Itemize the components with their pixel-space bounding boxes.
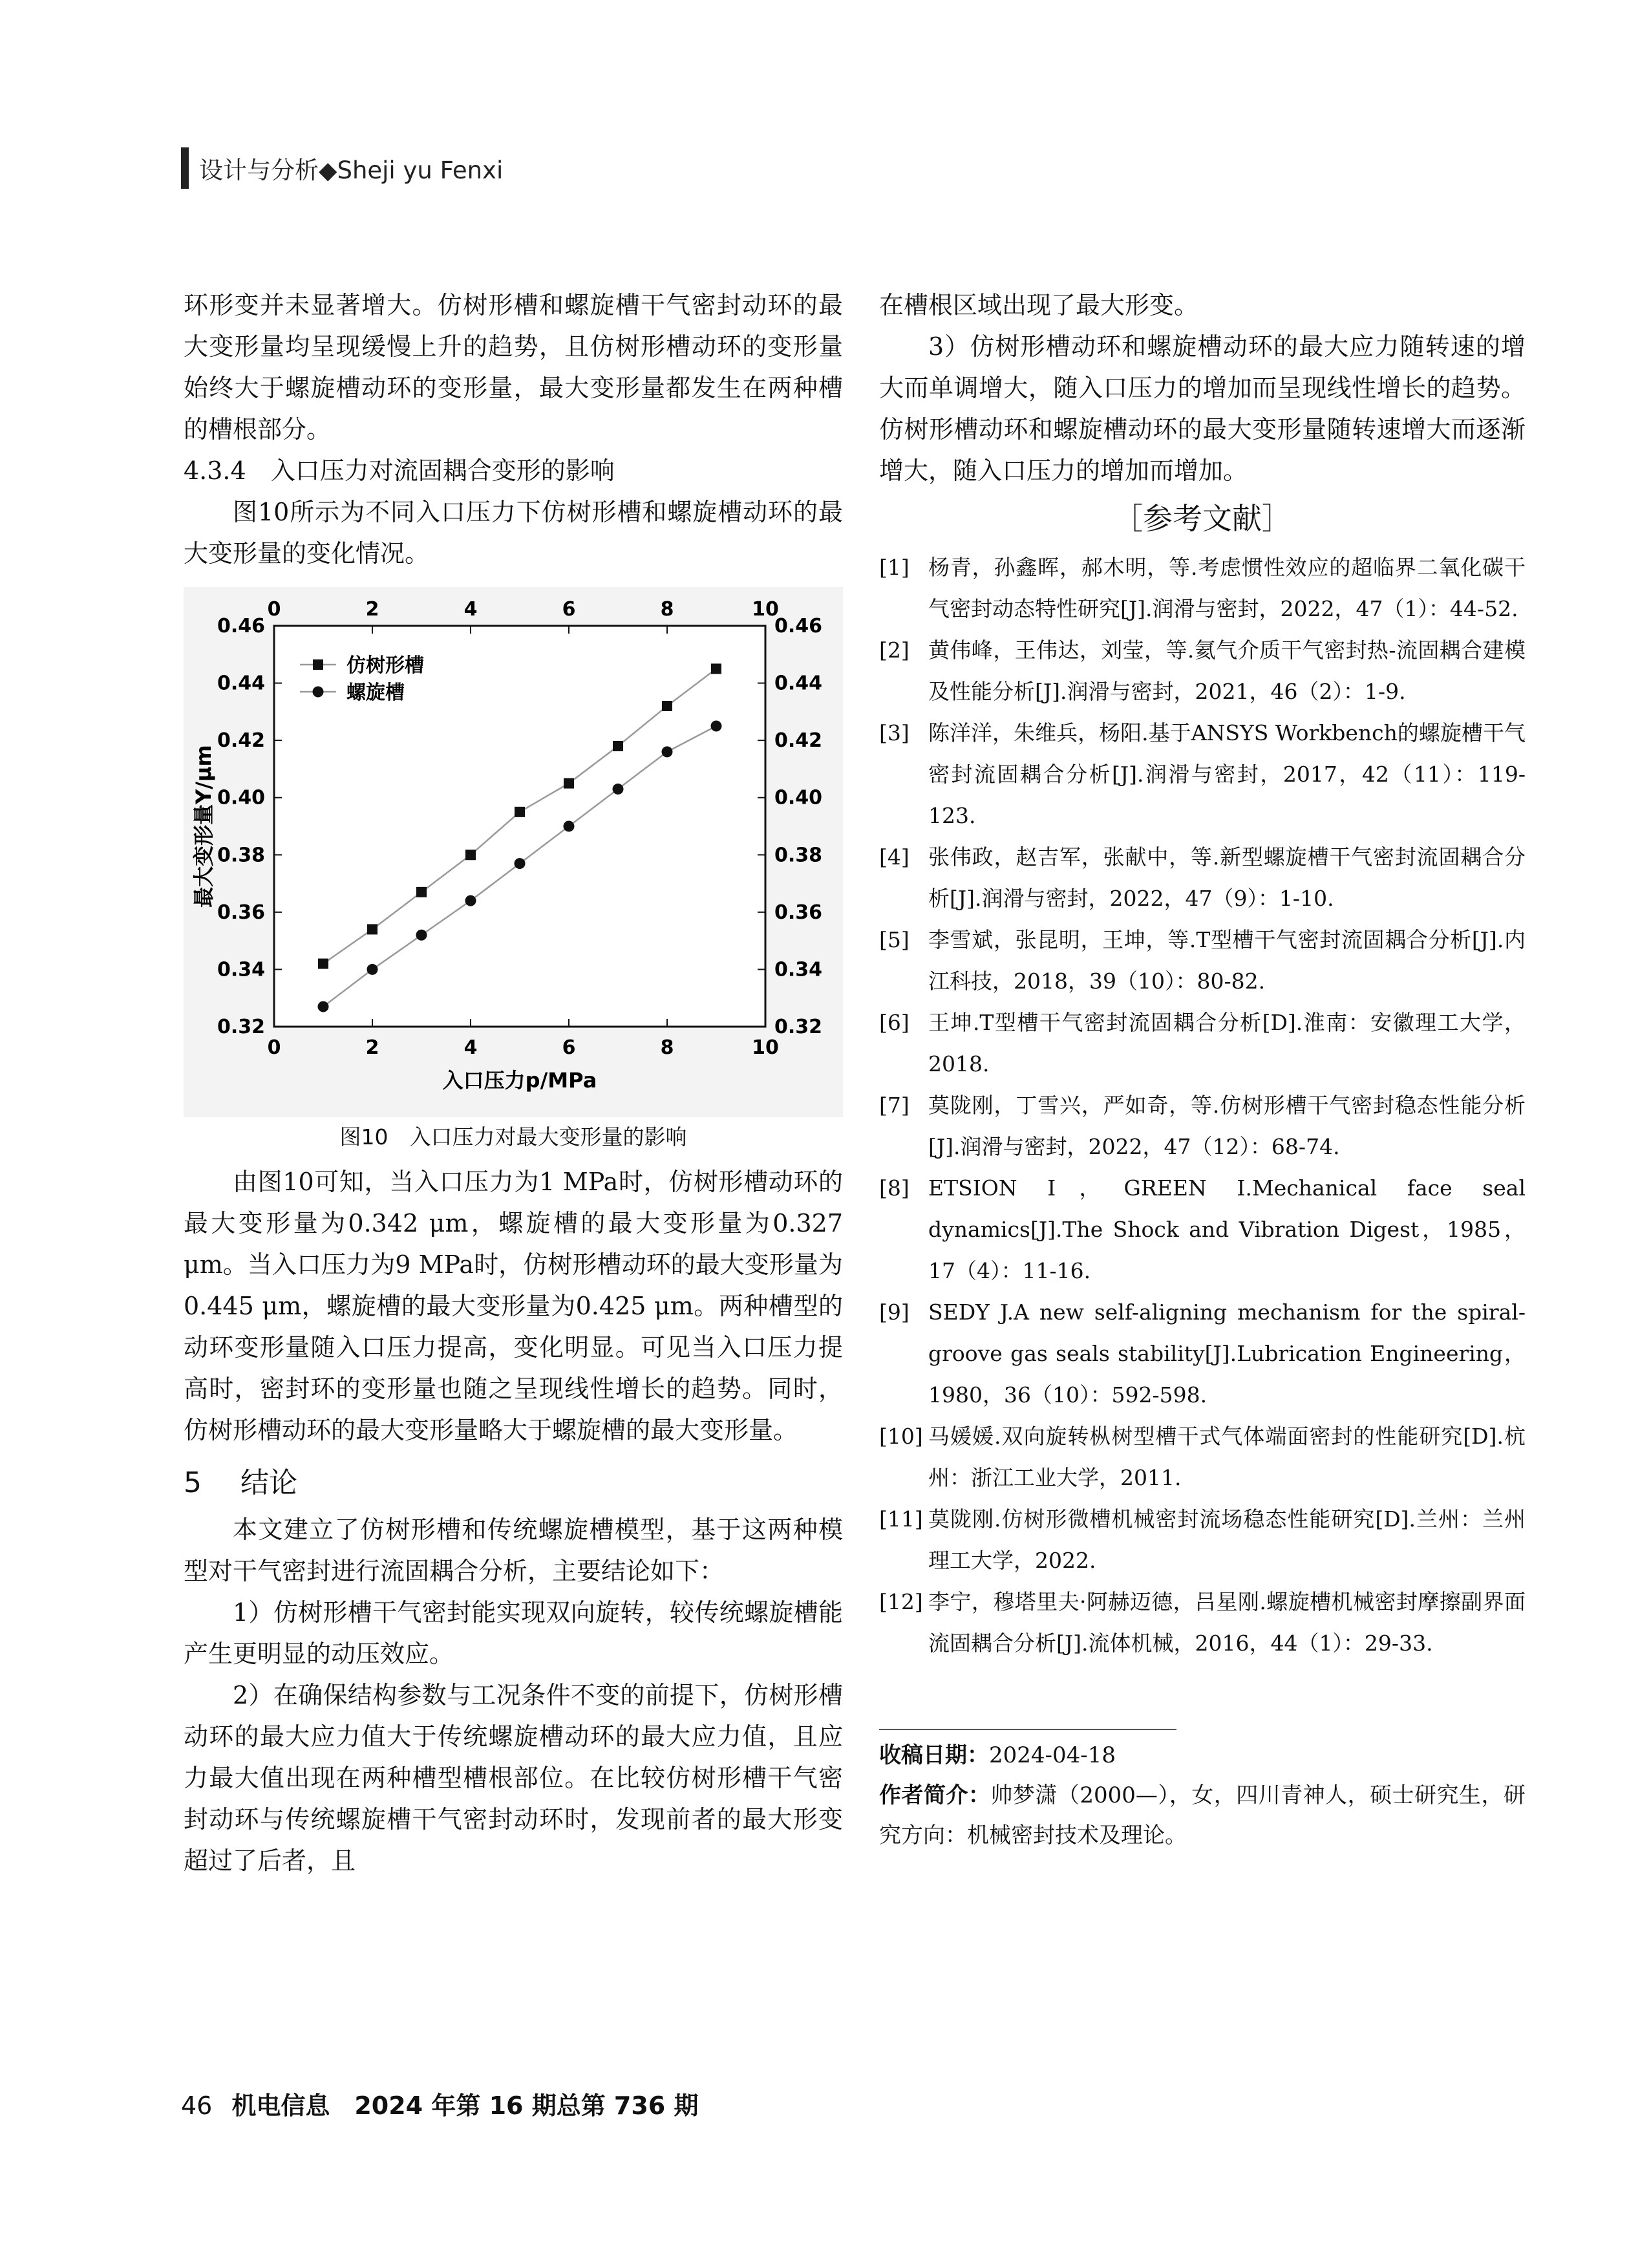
author-bio (879, 1775, 1526, 1856)
data-point-circle (367, 964, 378, 975)
data-point-circle (711, 721, 722, 732)
reference-item (879, 547, 1526, 630)
y-tick-label-left: 0.40 (217, 786, 265, 809)
reference-item (879, 1085, 1526, 1168)
data-point-circle (416, 930, 427, 941)
received-label: 收稿日期： (879, 1742, 989, 1768)
right-column (879, 284, 1526, 1856)
header-text: 设计与分析◆Sheji yu Fenxi (199, 156, 504, 184)
reference-item (879, 1292, 1526, 1416)
running-header (181, 147, 503, 189)
paragraph: 由图10可知，当入口压力为1 MPa时，仿树形槽动环的最大变形量为0.342 μm，螺旋槽的最大变形量为0.327 μm。当入口压力为9 MPa时，仿树形槽动环的最大变形量为0.445 μm，螺旋槽的最大变形量为0.425 μm。两种槽型的动环变形量随入口压力提高，变化明显。可见当入口压力提高时，密封环的变形量也随之呈现线性增长的趋势。同时，仿树形槽动环的最大变形量略大于螺旋槽的最大变形量。 (184, 1168, 843, 1444)
reference-number: [11] (879, 1506, 923, 1532)
x-tick-label-bottom: 2 (365, 1036, 379, 1059)
paragraph: 1）仿树形槽干气密封能实现双向旋转，较传统螺旋槽能产生更明显的动压效应。 (184, 1598, 843, 1668)
reference-text: SEDY J.A new self-aligning mechanism for the spiral-groove gas seals stability[J].Lubrication Engineering，1980，36（10）：592-598. (928, 1300, 1526, 1407)
y-tick-label-left: 0.42 (217, 729, 265, 753)
y-tick-label-left: 0.36 (217, 901, 265, 924)
references-title: ［参考文献］ (1113, 501, 1292, 536)
section-heading (184, 1462, 843, 1504)
reference-text: ETSION I，GREEN I.Mechanical face seal dynamics[J].The Shock and Vibration Digest，1985，17（4）：11-16. (928, 1175, 1526, 1283)
data-point-circle (318, 1001, 329, 1012)
data-point-square (711, 663, 721, 674)
line-chart (184, 587, 843, 1117)
subsection-heading: 4.3.4 入口压力对流固耦合变形的影响 (184, 456, 615, 485)
x-tick-label-bottom: 10 (752, 1036, 779, 1059)
legend-marker-square (313, 659, 323, 670)
journal-issue: 机电信息 2024 年第 16 期总第 736 期 (231, 2091, 699, 2120)
footnote-rule (879, 1729, 1176, 1730)
y-tick-label-left: 0.44 (217, 672, 265, 695)
x-tick-label-top: 0 (267, 598, 281, 621)
page-number: 46 (181, 2091, 213, 2120)
data-point-circle (662, 746, 673, 757)
reference-text: 李雪斌，张昆明，王坤，等.T型槽干气密封流固耦合分析[J].内江科技，2018，39（10）：80-82. (928, 927, 1526, 994)
reference-number: [5] (879, 927, 910, 952)
legend-marker-circle (313, 687, 324, 698)
y-tick-label-right: 0.32 (774, 1016, 823, 1038)
reference-item (879, 1499, 1526, 1581)
x-tick-label-top: 2 (365, 598, 379, 621)
paragraph: 2）在确保结构参数与工况条件不变的前提下，仿树形槽动环的最大应力值大于传统螺旋槽动环的最大应力值，且应力最大值出现在两种槽型槽根部位。在比较仿树形槽干气密封动环与传统螺旋槽干气密封动环时，发现前者的最大形变超过了后者，且 (184, 1681, 843, 1875)
y-tick-label-left: 0.38 (217, 844, 265, 867)
reference-item (879, 630, 1526, 712)
reference-number: [2] (879, 637, 910, 663)
header-bar (181, 147, 189, 189)
y-tick-label-left: 0.46 (217, 615, 265, 637)
x-tick-label-top: 10 (752, 598, 779, 621)
reference-number: [9] (879, 1300, 910, 1325)
y-tick-label-right: 0.46 (774, 615, 823, 637)
legend-label: 仿树形槽 (346, 654, 424, 677)
reference-text: 莫陇刚，丁雪兴，严如奇，等.仿树形槽干气密封稳态性能分析[J].润滑与密封，2022，47（12）：68-74. (928, 1093, 1526, 1159)
paragraph: 环形变并未显著增大。仿树形槽和螺旋槽干气密封动环的最大变形量均呈现缓慢上升的趋势，且仿树形槽动环的变形量始终大于螺旋槽动环的变形量，最大变形量都发生在两种槽的槽根部分。 (184, 291, 843, 444)
y-tick-label-right: 0.42 (774, 729, 823, 753)
reference-item (879, 1581, 1526, 1664)
y-axis-label: 最大变形量Y/μm (191, 745, 216, 908)
y-tick-label-left: 0.34 (217, 958, 265, 981)
reference-item (879, 1002, 1526, 1085)
reference-item (879, 1416, 1526, 1499)
reference-number: [4] (879, 844, 910, 870)
reference-number: [6] (879, 1010, 910, 1035)
reference-number: [8] (879, 1175, 910, 1201)
reference-text: 莫陇刚.仿树形微槽机械密封流场稳态性能研究[D].兰州：兰州理工大学，2022. (928, 1506, 1526, 1573)
data-point-square (416, 887, 427, 897)
y-tick-label-right: 0.36 (774, 901, 823, 924)
reference-number: [1] (879, 555, 910, 580)
paragraph: 3）仿树形槽动环和螺旋槽动环的最大应力随转速的增大而单调增大，随入口压力的增加而呈现线性增长的趋势。仿树形槽动环和螺旋槽动环的最大变形量随转速增大而逐渐增大，随入口压力的增加而增加。 (879, 332, 1526, 485)
reference-text: 杨青，孙鑫晖，郝木明，等.考虑惯性效应的超临界二氧化碳干气密封动态特性研究[J].润滑与密封，2022，47（1）：44-52. (928, 555, 1526, 621)
x-axis-label: 入口压力p/MPa (442, 1068, 597, 1093)
received-value: 2024-04-18 (989, 1742, 1116, 1768)
reference-item (879, 712, 1526, 837)
y-tick-label-right: 0.34 (774, 958, 823, 981)
data-point-square (613, 741, 623, 751)
section-title: 结论 (240, 1466, 297, 1499)
x-tick-label-bottom: 8 (660, 1036, 674, 1059)
data-point-square (318, 959, 328, 969)
left-column (184, 284, 843, 1881)
y-tick-label-right: 0.38 (774, 844, 823, 867)
data-point-square (465, 850, 476, 860)
x-tick-label-top: 8 (660, 598, 674, 621)
reference-item (879, 837, 1526, 919)
data-point-square (515, 807, 525, 817)
reference-item (879, 1168, 1526, 1292)
data-point-circle (465, 895, 476, 906)
figure-10 (184, 587, 843, 1117)
reference-item (879, 919, 1526, 1002)
paragraph: 图10所示为不同入口压力下仿树形槽和螺旋槽动环的最大变形量的变化情况。 (184, 498, 843, 568)
data-point-circle (564, 821, 575, 832)
x-tick-label-bottom: 0 (267, 1036, 281, 1059)
reference-text: 李宁，穆塔里夫·阿赫迈德，吕星刚.螺旋槽机械密封摩擦副界面流固耦合分析[J].流体机械，2016，44（1）：29-33. (928, 1589, 1526, 1656)
legend-label: 螺旋槽 (346, 681, 405, 704)
reference-text: 陈洋洋，朱维兵，杨阳.基于ANSYS Workbench的螺旋槽干气密封流固耦合分析[J].润滑与密封，2017，42（11）：119-123. (928, 720, 1526, 828)
data-point-circle (613, 784, 624, 795)
author-label: 作者简介： (879, 1782, 991, 1808)
paragraph: 在槽根区域出现了最大形变。 (879, 291, 1199, 319)
x-tick-label-bottom: 4 (463, 1036, 478, 1059)
section-number: 5 (184, 1466, 202, 1499)
reference-text: 王坤.T型槽干气密封流固耦合分析[D].淮南：安徽理工大学，2018. (928, 1010, 1526, 1076)
reference-number: [12] (879, 1589, 923, 1614)
x-tick-label-top: 6 (562, 598, 576, 621)
reference-text: 张伟政，赵吉军，张献中，等.新型螺旋槽干气密封流固耦合分析[J].润滑与密封，2022，47（9）：1-10. (928, 844, 1526, 911)
received-date (879, 1735, 1526, 1775)
x-tick-label-top: 4 (463, 598, 478, 621)
data-point-square (662, 701, 672, 711)
x-tick-label-bottom: 6 (562, 1036, 576, 1059)
reference-number: [3] (879, 720, 910, 745)
figure-caption: 图10 入口压力对最大变形量的影响 (339, 1124, 687, 1150)
reference-number: [7] (879, 1093, 910, 1118)
reference-text: 黄伟峰，王伟达，刘莹，等.氦气介质干气密封热-流固耦合建模及性能分析[J].润滑与密封，2021，46（2）：1-9. (928, 637, 1526, 704)
data-point-circle (515, 858, 526, 869)
author-value: 帅梦潇（2000—），女，四川青神人，硕士研究生，研究方向：机械密封技术及理论。 (879, 1782, 1526, 1848)
y-tick-label-left: 0.32 (217, 1016, 265, 1038)
data-point-square (564, 778, 574, 789)
reference-number: [10] (879, 1424, 923, 1449)
reference-text: 马媛媛.双向旋转枞树型槽干式气体端面密封的性能研究[D].杭州：浙江工业大学，2011. (928, 1424, 1526, 1490)
reference-list (879, 547, 1526, 1664)
paragraph: 本文建立了仿树形槽和传统螺旋槽模型，基于这两种模型对干气密封进行流固耦合分析，主要结论如下： (184, 1515, 843, 1585)
data-point-square (367, 924, 378, 934)
y-tick-label-right: 0.44 (774, 672, 823, 695)
page-footer (181, 2086, 698, 2121)
y-tick-label-right: 0.40 (774, 786, 823, 809)
